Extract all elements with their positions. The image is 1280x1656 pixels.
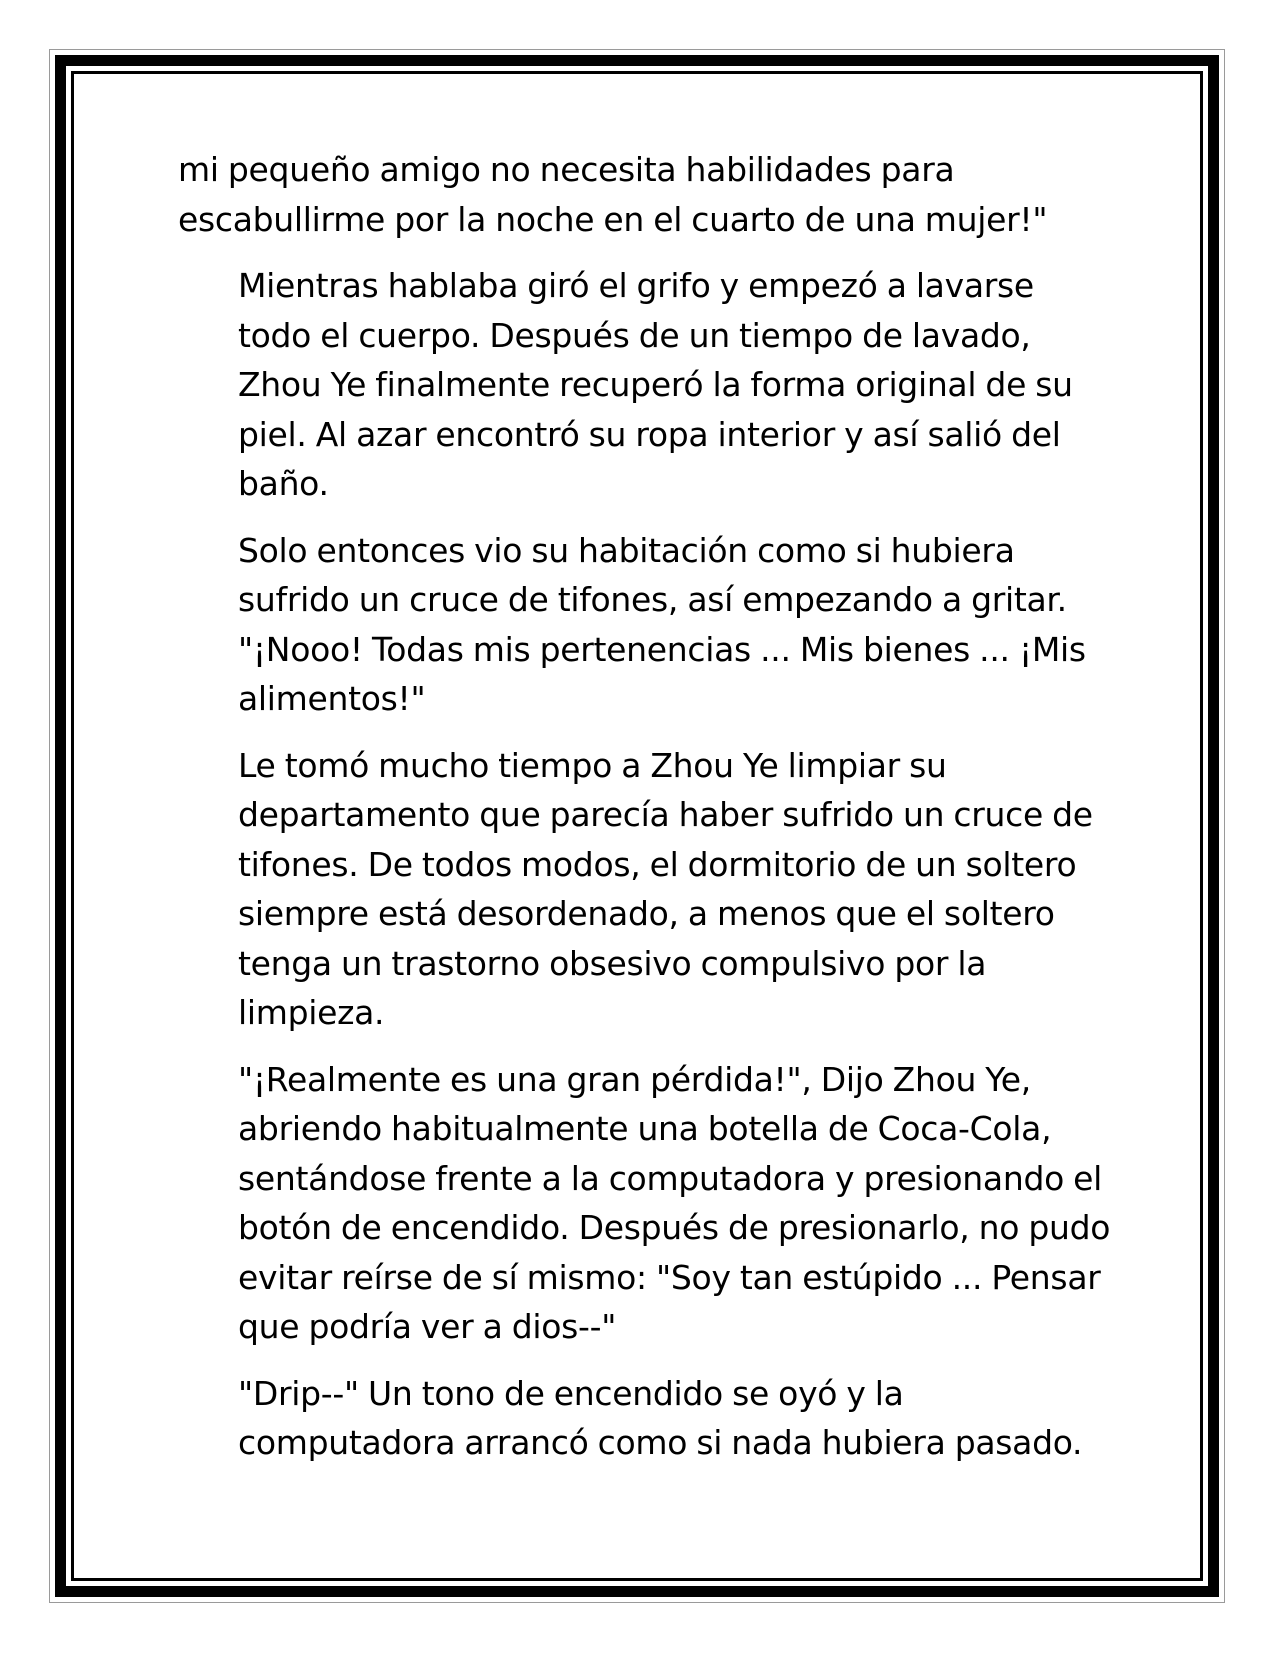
- text-line: sufrido un cruce de tifones, así empezando a gritar.: [238, 580, 1067, 619]
- paragraph-2: [178, 261, 1118, 509]
- text-line: botón de encendido. Después de presionarlo, no pudo: [238, 1208, 1111, 1247]
- text-line: tenga un trastorno obsesivo compulsivo por la: [238, 943, 987, 983]
- paragraph-5: [178, 1055, 1118, 1352]
- text-line: Zhou Ye finalmente recuperó la forma original de su: [238, 365, 1073, 404]
- paragraph-6: [178, 1369, 1118, 1468]
- text-line: sentándose frente a la computadora y presionando el: [238, 1158, 1103, 1198]
- text-line: todo el cuerpo. Después de un tiempo de lavado,: [238, 315, 1031, 355]
- document-body: [178, 145, 1118, 1485]
- text-line: Le tomó mucho tiempo a Zhou Ye limpiar su: [238, 745, 947, 785]
- text-line: Solo entonces vio su habitación como si hubiera: [238, 530, 1015, 570]
- paragraph-4: [178, 741, 1118, 1038]
- text-line: siempre está desordenado, a menos que el soltero: [238, 894, 1055, 933]
- text-line: limpieza.: [238, 993, 385, 1032]
- text-line: baño.: [238, 464, 329, 503]
- text-line: piel. Al azar encontró su ropa interior y así salió del: [238, 414, 1061, 454]
- text-line: Mientras hablaba giró el grifo y empezó a lavarse: [238, 266, 1034, 305]
- text-line: evitar reírse de sí mismo: "Soy tan estúpido ... Pensar: [238, 1257, 1101, 1297]
- text-line: que podría ver a dios--": [238, 1307, 617, 1346]
- text-line: "¡Realmente es una gran pérdida!", Dijo Zhou Ye,: [238, 1059, 1031, 1099]
- text-line: departamento que parecía haber sufrido un cruce de: [238, 795, 1093, 834]
- text-line: escabullirme por la noche en el cuarto de una mujer!": [178, 199, 1048, 239]
- text-line: tifones. De todos modos, el dormitorio de un soltero: [238, 844, 1077, 884]
- paragraph-3: [178, 526, 1118, 724]
- text-line: mi pequeño amigo no necesita habilidades para: [178, 150, 955, 189]
- text-line: abriendo habitualmente una botella de Coca-Cola,: [238, 1109, 1052, 1148]
- text-line: "¡Nooo! Todas mis pertenencias ... Mis bienes ... ¡Mis: [238, 629, 1086, 669]
- text-line: "Drip--" Un tono de encendido se oyó y la: [238, 1373, 904, 1413]
- text-line: alimentos!": [238, 679, 426, 718]
- text-line: computadora arrancó como si nada hubiera pasado.: [238, 1423, 1083, 1462]
- paragraph-1: [178, 145, 1118, 244]
